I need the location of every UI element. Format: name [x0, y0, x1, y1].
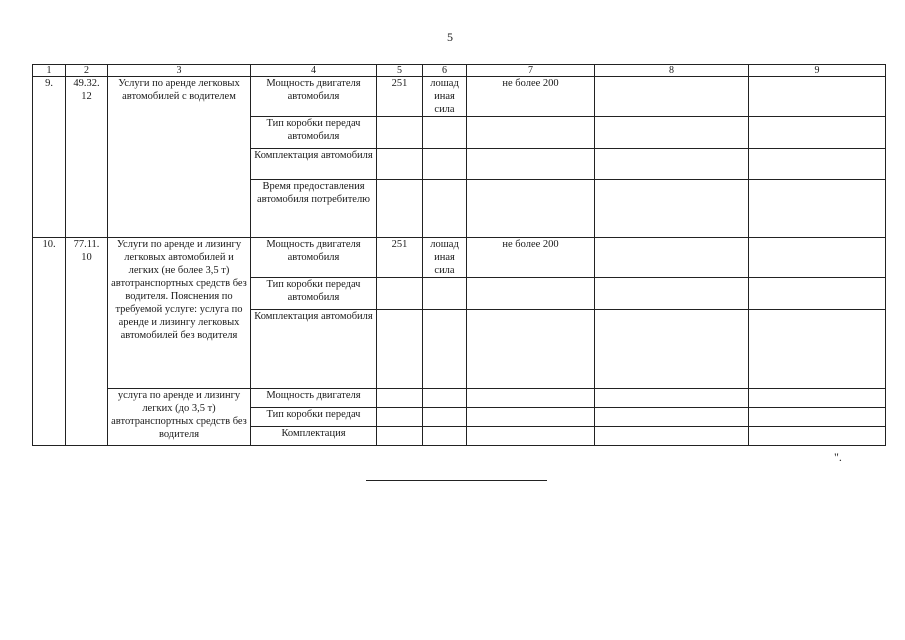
characteristic-value	[377, 310, 423, 389]
empty-cell	[595, 408, 749, 427]
unit-of-measure	[423, 180, 467, 238]
empty-cell	[595, 117, 749, 149]
table-row	[33, 389, 886, 408]
characteristic-value: 251	[377, 77, 423, 117]
column-number: 8	[595, 65, 749, 77]
unit-of-measure	[423, 389, 467, 408]
service-name: Услуги по аренде и лизингу легковых автомобилей и легких (не более 3,5 т) автотранспортных средств без водителя. Пояснения по требуемой услуге: услуга по аренде и лизингу легковых автомобилей без водителя	[108, 238, 251, 389]
okpd-code: 49.32. 12	[66, 77, 108, 238]
horizontal-rule	[366, 480, 547, 481]
characteristic-value	[377, 180, 423, 238]
characteristic-name: Мощность двигателя автомобиля	[251, 238, 377, 278]
service-subname: услуга по аренде и лизингу легких (до 3,5 т) автотранспортных средств без водителя	[108, 389, 251, 446]
characteristic-value	[377, 278, 423, 310]
closing-quote-mark: ".	[834, 450, 842, 464]
row-number: 10.	[33, 238, 66, 446]
column-number: 1	[33, 65, 66, 77]
page-number: 5	[447, 30, 453, 44]
requirement-value	[467, 278, 595, 310]
characteristic-name: Комплектация автомобиля	[251, 149, 377, 180]
requirement-value	[467, 389, 595, 408]
characteristic-value	[377, 389, 423, 408]
requirement-value	[467, 408, 595, 427]
column-numbers-row	[33, 65, 886, 77]
characteristic-name: Тип коробки передач автомобиля	[251, 278, 377, 310]
unit-of-measure	[423, 408, 467, 427]
unit-of-measure: лошад иная сила	[423, 77, 467, 117]
characteristic-name: Комплектация автомобиля	[251, 310, 377, 389]
characteristic-value	[377, 149, 423, 180]
table-row	[33, 77, 886, 117]
characteristic-name: Время предоставления автомобиля потребителю	[251, 180, 377, 238]
empty-cell	[749, 117, 886, 149]
requirement-value: не более 200	[467, 238, 595, 278]
unit-of-measure	[423, 310, 467, 389]
unit-of-measure	[423, 117, 467, 149]
empty-cell	[595, 278, 749, 310]
empty-cell	[749, 238, 886, 278]
empty-cell	[749, 77, 886, 117]
column-number: 2	[66, 65, 108, 77]
okpd-code: 77.11. 10	[66, 238, 108, 446]
empty-cell	[595, 310, 749, 389]
characteristic-value: 251	[377, 238, 423, 278]
empty-cell	[595, 389, 749, 408]
empty-cell	[595, 427, 749, 446]
service-name: Услуги по аренде легковых автомобилей с водителем	[108, 77, 251, 238]
requirement-value	[467, 149, 595, 180]
empty-cell	[749, 408, 886, 427]
empty-cell	[595, 149, 749, 180]
characteristic-name: Тип коробки передач автомобиля	[251, 117, 377, 149]
empty-cell	[749, 149, 886, 180]
characteristic-name: Мощность двигателя	[251, 389, 377, 408]
characteristic-value	[377, 117, 423, 149]
empty-cell	[749, 427, 886, 446]
characteristic-value	[377, 427, 423, 446]
column-number: 5	[377, 65, 423, 77]
characteristic-value	[377, 408, 423, 427]
column-number: 4	[251, 65, 377, 77]
unit-of-measure	[423, 427, 467, 446]
row-number: 9.	[33, 77, 66, 238]
column-number: 9	[749, 65, 886, 77]
empty-cell	[749, 278, 886, 310]
empty-cell	[595, 180, 749, 238]
empty-cell	[595, 77, 749, 117]
characteristic-name: Комплектация	[251, 427, 377, 446]
empty-cell	[749, 310, 886, 389]
requirement-value	[467, 180, 595, 238]
requirement-value	[467, 310, 595, 389]
requirement-value: не более 200	[467, 77, 595, 117]
empty-cell	[595, 238, 749, 278]
unit-of-measure	[423, 149, 467, 180]
empty-cell	[749, 389, 886, 408]
empty-cell	[749, 180, 886, 238]
column-number: 3	[108, 65, 251, 77]
table-row	[33, 238, 886, 278]
requirement-value	[467, 427, 595, 446]
column-number: 6	[423, 65, 467, 77]
requirements-table	[32, 64, 886, 446]
requirement-value	[467, 117, 595, 149]
unit-of-measure	[423, 278, 467, 310]
column-number: 7	[467, 65, 595, 77]
characteristic-name: Мощность двигателя автомобиля	[251, 77, 377, 117]
characteristic-name: Тип коробки передач	[251, 408, 377, 427]
unit-of-measure: лошад иная сила	[423, 238, 467, 278]
